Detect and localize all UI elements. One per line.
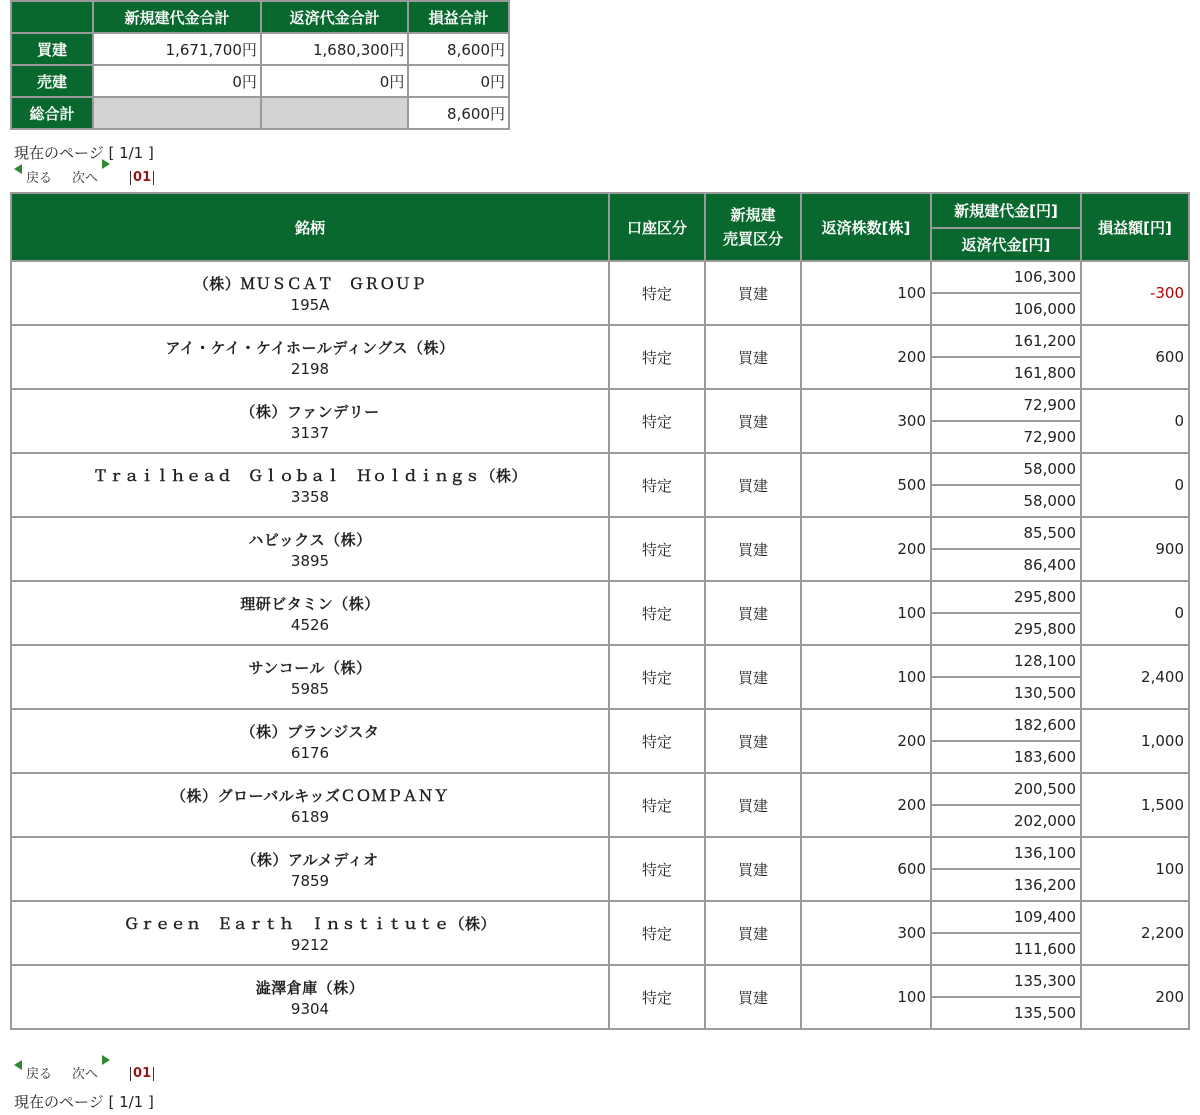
stock-code: 2198 xyxy=(290,359,330,378)
new-amount: 72,900 xyxy=(932,390,1080,420)
profit-loss: 100 xyxy=(1082,838,1188,900)
stock-name-cell xyxy=(12,326,608,388)
account-type: 特定 xyxy=(610,454,704,516)
back-label: 戻る xyxy=(26,171,53,186)
page-number-link[interactable]: 01 xyxy=(130,171,154,185)
stock-name-cell xyxy=(12,646,608,708)
new-amount: 161,200 xyxy=(932,326,1080,356)
stock-code: 9212 xyxy=(290,935,330,954)
page-info-bottom: 現在のページ [ 1/1 ] xyxy=(14,1093,154,1111)
stock-code: 7859 xyxy=(290,871,330,890)
summary-pl-total: 8,600円 xyxy=(409,98,508,128)
account-type: 特定 xyxy=(610,390,704,452)
summary-pl-total: 0円 xyxy=(409,66,508,96)
profit-loss: 900 xyxy=(1082,518,1188,580)
summary-row-grand xyxy=(12,98,508,128)
table-row xyxy=(12,646,1188,676)
header-repay-amount: 返済代金[円] xyxy=(932,229,1080,260)
profit-loss: 200 xyxy=(1082,966,1188,1028)
repay-quantity: 200 xyxy=(802,518,930,580)
new-amount: 58,000 xyxy=(932,454,1080,484)
repay-quantity: 200 xyxy=(802,326,930,388)
stock-name: （株）ブランジスタ xyxy=(240,722,380,741)
summary-row-label: 総合計 xyxy=(12,98,92,128)
stock-code: 3137 xyxy=(290,423,330,442)
triangle-right-icon xyxy=(102,1055,110,1065)
table-header-row xyxy=(12,194,1188,227)
account-type: 特定 xyxy=(610,518,704,580)
summary-row-label: 売建 xyxy=(12,66,92,96)
table-row xyxy=(12,838,1188,868)
stock-name-cell xyxy=(12,454,608,516)
trade-type: 買建 xyxy=(706,902,800,964)
pager-top xyxy=(14,163,154,186)
repay-quantity: 300 xyxy=(802,902,930,964)
account-type: 特定 xyxy=(610,262,704,324)
repay-quantity: 300 xyxy=(802,390,930,452)
summary-header-pl: 損益合計 xyxy=(409,2,508,32)
repay-quantity: 500 xyxy=(802,454,930,516)
stock-name: サンコール（株） xyxy=(248,658,372,677)
stock-name: （株）グローバルキッズＣＯＭＰＡＮＹ xyxy=(171,786,449,805)
stock-name-cell xyxy=(12,774,608,836)
summary-header-new: 新規建代金合計 xyxy=(94,2,260,32)
table-row xyxy=(12,390,1188,420)
back-label: 戻る xyxy=(26,1067,53,1082)
repay-amount: 135,500 xyxy=(932,998,1080,1028)
stock-name: Ｔｒａｉｌｈｅａｄ Ｇｌｏｂａｌ Ｈｏｌｄｉｎｇｓ（株） xyxy=(92,466,527,485)
stock-name: （株）ＭＵＳＣＡＴ ＧＲＯＵＰ xyxy=(193,274,427,293)
next-link[interactable] xyxy=(72,1059,110,1082)
triangle-right-icon xyxy=(102,159,110,169)
account-type: 特定 xyxy=(610,774,704,836)
summary-repay-total: 0円 xyxy=(262,66,407,96)
stock-name-cell xyxy=(12,710,608,772)
next-link[interactable] xyxy=(72,163,110,186)
stock-code: 3895 xyxy=(290,551,330,570)
header-qty: 返済株数[株] xyxy=(802,194,930,260)
pager-bottom xyxy=(14,1059,154,1082)
trade-type: 買建 xyxy=(706,710,800,772)
repay-quantity: 200 xyxy=(802,774,930,836)
stock-code: 6189 xyxy=(290,807,330,826)
summary-header-row xyxy=(12,2,508,32)
repay-amount: 202,000 xyxy=(932,806,1080,836)
back-link[interactable] xyxy=(14,163,52,186)
profit-loss: 0 xyxy=(1082,454,1188,516)
repay-amount: 130,500 xyxy=(932,678,1080,708)
header-pl: 損益額[円] xyxy=(1082,194,1188,260)
trade-type: 買建 xyxy=(706,838,800,900)
repay-quantity: 100 xyxy=(802,646,930,708)
account-type: 特定 xyxy=(610,646,704,708)
table-row xyxy=(12,262,1188,292)
trade-type: 買建 xyxy=(706,518,800,580)
stock-name: （株）アルメディオ xyxy=(241,850,379,869)
stock-code: 9304 xyxy=(290,999,330,1018)
profit-loss: 0 xyxy=(1082,582,1188,644)
trade-type: 買建 xyxy=(706,454,800,516)
summary-corner xyxy=(12,2,92,32)
new-amount: 106,300 xyxy=(932,262,1080,292)
repay-quantity: 100 xyxy=(802,262,930,324)
summary-header-repay: 返済代金合計 xyxy=(262,2,407,32)
profit-loss: 2,400 xyxy=(1082,646,1188,708)
profit-loss: 2,200 xyxy=(1082,902,1188,964)
page-info-top: 現在のページ [ 1/1 ] xyxy=(14,144,154,162)
summary-new-total: 1,671,700円 xyxy=(94,34,260,64)
stock-name-cell xyxy=(12,902,608,964)
repay-amount: 183,600 xyxy=(932,742,1080,772)
new-amount: 128,100 xyxy=(932,646,1080,676)
stock-name-cell xyxy=(12,966,608,1028)
new-amount: 85,500 xyxy=(932,518,1080,548)
new-amount: 200,500 xyxy=(932,774,1080,804)
summary-row-label: 買建 xyxy=(12,34,92,64)
stock-name: 理研ビタミン（株） xyxy=(240,594,380,613)
repay-quantity: 100 xyxy=(802,966,930,1028)
stock-name-cell xyxy=(12,390,608,452)
summary-new-total: 0円 xyxy=(94,66,260,96)
positions-table xyxy=(10,192,1190,1030)
repay-amount: 161,800 xyxy=(932,358,1080,388)
repay-amount: 295,800 xyxy=(932,614,1080,644)
repay-quantity: 100 xyxy=(802,582,930,644)
stock-code: 4526 xyxy=(290,615,330,634)
summary-row-buy xyxy=(12,34,508,64)
repay-quantity: 600 xyxy=(802,838,930,900)
profit-loss: -300 xyxy=(1082,262,1188,324)
account-type: 特定 xyxy=(610,326,704,388)
stock-name: アイ・ケイ・ケイホールディングス（株） xyxy=(165,338,455,357)
trade-type: 買建 xyxy=(706,582,800,644)
repay-amount: 86,400 xyxy=(932,550,1080,580)
repay-amount: 111,600 xyxy=(932,934,1080,964)
table-row xyxy=(12,454,1188,484)
new-amount: 136,100 xyxy=(932,838,1080,868)
table-row xyxy=(12,582,1188,612)
stock-name-cell xyxy=(12,838,608,900)
page-number-link[interactable]: 01 xyxy=(130,1067,154,1081)
stock-code: 195A xyxy=(290,295,330,314)
stock-name: Ｇｒｅｅｎ Ｅａｒｔｈ Ｉｎｓｔｉｔｕｔｅ（株） xyxy=(123,914,496,933)
trade-type: 買建 xyxy=(706,646,800,708)
summary-repay-total: 1,680,300円 xyxy=(262,34,407,64)
table-row xyxy=(12,518,1188,548)
account-type: 特定 xyxy=(610,838,704,900)
table-row xyxy=(12,774,1188,804)
header-new-amount: 新規建代金[円] xyxy=(932,194,1080,227)
trade-type: 買建 xyxy=(706,966,800,1028)
table-row xyxy=(12,902,1188,932)
header-trade-line1: 新規建 xyxy=(730,206,776,224)
next-label: 次へ xyxy=(72,171,99,186)
new-amount: 182,600 xyxy=(932,710,1080,740)
repay-amount: 136,200 xyxy=(932,870,1080,900)
stock-name-cell xyxy=(12,262,608,324)
new-amount: 135,300 xyxy=(932,966,1080,996)
profit-loss: 0 xyxy=(1082,390,1188,452)
table-row xyxy=(12,710,1188,740)
header-account: 口座区分 xyxy=(610,194,704,260)
next-label: 次へ xyxy=(72,1067,99,1082)
summary-blank-cell xyxy=(262,98,407,128)
stock-name: （株）ファンデリー xyxy=(240,402,380,421)
table-row xyxy=(12,966,1188,996)
trade-type: 買建 xyxy=(706,390,800,452)
repay-amount: 58,000 xyxy=(932,486,1080,516)
account-type: 特定 xyxy=(610,710,704,772)
table-row xyxy=(12,326,1188,356)
stock-code: 5985 xyxy=(290,679,330,698)
repay-amount: 72,900 xyxy=(932,422,1080,452)
stock-name: 澁澤倉庫（株） xyxy=(255,978,365,997)
account-type: 特定 xyxy=(610,902,704,964)
summary-table xyxy=(10,0,510,130)
header-name: 銘柄 xyxy=(12,194,608,260)
trade-type: 買建 xyxy=(706,774,800,836)
profit-loss: 1,500 xyxy=(1082,774,1188,836)
summary-row-sell xyxy=(12,66,508,96)
triangle-left-icon xyxy=(14,1060,22,1070)
summary-blank-cell xyxy=(94,98,260,128)
repay-quantity: 200 xyxy=(802,710,930,772)
header-trade-line2: 売買区分 xyxy=(722,230,783,248)
stock-name-cell xyxy=(12,582,608,644)
triangle-left-icon xyxy=(14,164,22,174)
stock-name-cell xyxy=(12,518,608,580)
new-amount: 109,400 xyxy=(932,902,1080,932)
new-amount: 295,800 xyxy=(932,582,1080,612)
header-trade xyxy=(706,194,800,260)
summary-pl-total: 8,600円 xyxy=(409,34,508,64)
account-type: 特定 xyxy=(610,582,704,644)
trade-type: 買建 xyxy=(706,326,800,388)
stock-code: 6176 xyxy=(290,743,330,762)
stock-name: ハビックス（株） xyxy=(248,530,372,549)
profit-loss: 600 xyxy=(1082,326,1188,388)
profit-loss: 1,000 xyxy=(1082,710,1188,772)
back-link[interactable] xyxy=(14,1059,52,1082)
trade-type: 買建 xyxy=(706,262,800,324)
account-type: 特定 xyxy=(610,966,704,1028)
repay-amount: 106,000 xyxy=(932,294,1080,324)
stock-code: 3358 xyxy=(290,487,330,506)
